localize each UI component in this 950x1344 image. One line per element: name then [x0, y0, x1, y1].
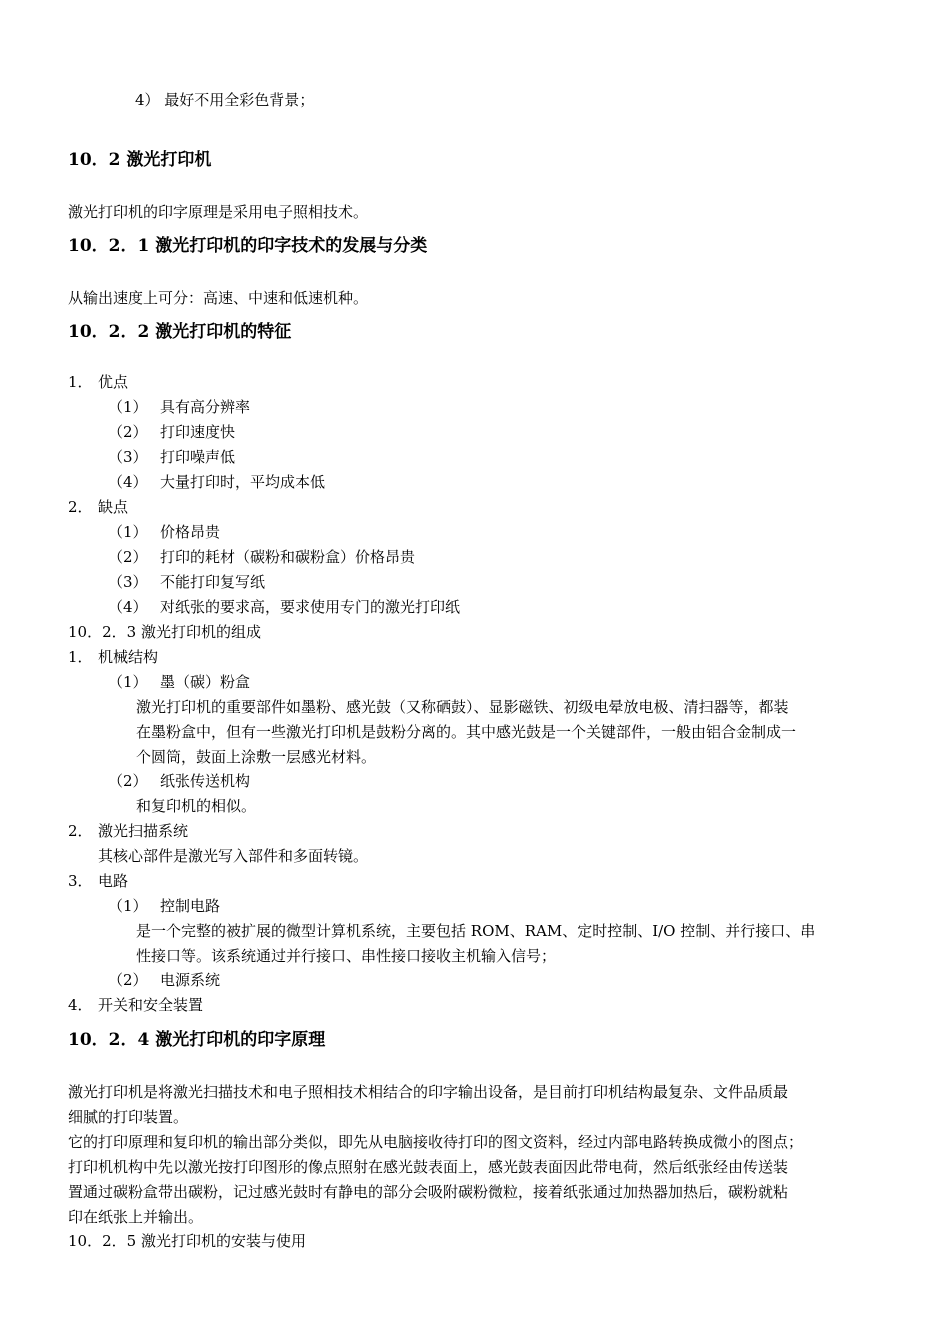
list-item [108, 672, 250, 692]
list-item [108, 597, 460, 617]
paragraph-line: 它的打印原理和复印机的输出部分类似，即先从电脑接收待打印的图文资料，经过内部电路转换成微小的图点； [68, 1133, 804, 1151]
list-item-laser-scan [68, 821, 188, 841]
list-item-4: 4） 最好不用全彩色背景； [135, 91, 315, 109]
list-number: （1） [108, 398, 148, 416]
list-text: 打印速度快 [160, 423, 236, 441]
paragraph-intro: 激光打印机的印字原理是采用电子照相技术。 [68, 203, 369, 221]
list-item-advantages [68, 372, 128, 392]
paragraph-line: 印在纸张上并输出。 [68, 1208, 204, 1226]
list-text: 具有高分辨率 [160, 398, 251, 416]
paragraph-line: 激光打印机的重要部件如墨粉、感光鼓（又称硒鼓）、显影磁铁、初级电晕放电极、清扫器等，都装 [136, 698, 789, 716]
list-label: 激光扫描系统 [98, 822, 189, 840]
list-number: （4） [108, 473, 148, 491]
list-number: （2） [108, 772, 148, 790]
list-number: （1） [108, 523, 148, 541]
heading-10-2-3: 10．2．3 激光打印机的组成 [68, 623, 261, 641]
list-number: （1） [108, 673, 148, 691]
list-item-circuit [68, 871, 128, 891]
list-text: 不能打印复写纸 [160, 573, 266, 591]
list-number: （1） [108, 897, 148, 915]
list-item-disadvantages [68, 497, 128, 517]
paragraph-line: 其核心部件是激光写入部件和多面转镜。 [98, 847, 369, 865]
list-label: 机械结构 [98, 648, 159, 666]
list-text: 电源系统 [160, 971, 221, 989]
paragraph-line: 性接口等。该系统通过并行接口、串性接口接收主机输入信号； [136, 947, 557, 965]
list-text: 墨（碳）粉盒 [160, 673, 251, 691]
list-label: 开关和安全装置 [98, 996, 204, 1014]
paragraph-line: 在墨粉盒中，但有一些激光打印机是鼓粉分离的。其中感光鼓是一个关键部件，一般由铝合金制成一 [136, 723, 797, 741]
list-number: （4） [108, 598, 148, 616]
list-item [108, 422, 235, 442]
list-item [108, 771, 250, 791]
paragraph-line: 是一个完整的被扩展的微型计算机系统，主要包括 ROM、RAM、定时控制、I/O 控制、并行接口、串 [136, 922, 816, 940]
heading-10-2: 10．2 激光打印机 [68, 150, 212, 170]
list-number: （2） [108, 423, 148, 441]
list-number: （3） [108, 573, 148, 591]
list-text: 纸张传送机构 [160, 772, 251, 790]
list-item [108, 447, 235, 467]
list-text: 价格昂贵 [160, 523, 221, 541]
heading-10-2-4: 10．2．4 激光打印机的印字原理 [68, 1030, 326, 1050]
list-item [108, 522, 220, 542]
list-number: 2． [68, 822, 93, 840]
list-number: （2） [108, 971, 148, 989]
list-text: 打印的耗材（碳粉和碳粉盒）价格昂贵 [160, 548, 416, 566]
paragraph-line: 置通过碳粉盒带出碳粉，记过感光鼓时有静电的部分会吸附碳粉微粒，接着纸张通过加热器加热后，碳粉就粘 [68, 1183, 789, 1201]
list-item [108, 397, 250, 417]
list-item-switch [68, 995, 203, 1015]
list-item [108, 472, 325, 492]
paragraph-line: 和复印机的相似。 [136, 797, 257, 815]
paragraph-line: 个圆筒，鼓面上涂敷一层感光材料。 [136, 748, 377, 766]
list-label: 缺点 [98, 498, 129, 516]
list-number: 1． [68, 648, 93, 666]
list-item-mechanical [68, 647, 158, 667]
list-item [108, 896, 220, 916]
list-label: 电路 [98, 872, 129, 890]
list-text: 控制电路 [160, 897, 221, 915]
heading-10-2-5: 10．2．5 激光打印机的安装与使用 [68, 1232, 306, 1250]
paragraph-line: 激光打印机是将激光扫描技术和电子照相技术相结合的印字输出设备，是目前打印机结构最复杂、文件品质最 [68, 1083, 789, 1101]
paragraph-line: 细腻的打印装置。 [68, 1108, 189, 1126]
list-number: 3． [68, 872, 93, 890]
list-number: 1． [68, 373, 93, 391]
list-text: 打印噪声低 [160, 448, 236, 466]
list-label: 优点 [98, 373, 129, 391]
list-number: （2） [108, 548, 148, 566]
heading-10-2-2: 10．2．2 激光打印机的特征 [68, 322, 292, 342]
list-text: 大量打印时，平均成本低 [160, 473, 326, 491]
paragraph-line: 打印机机构中先以激光按打印图形的像点照射在感光鼓表面上，感光鼓表面因此带电荷，然后纸张经由传送装 [68, 1158, 789, 1176]
heading-10-2-1: 10．2．1 激光打印机的印字技术的发展与分类 [68, 236, 428, 256]
list-number: 4． [68, 996, 93, 1014]
paragraph-speed-classification: 从输出速度上可分：高速、中速和低速机种。 [68, 289, 369, 307]
list-item [108, 547, 415, 567]
list-number: 2． [68, 498, 93, 516]
list-item [108, 572, 265, 592]
list-item [108, 970, 220, 990]
list-text: 对纸张的要求高，要求使用专门的激光打印纸 [160, 598, 461, 616]
list-number: （3） [108, 448, 148, 466]
